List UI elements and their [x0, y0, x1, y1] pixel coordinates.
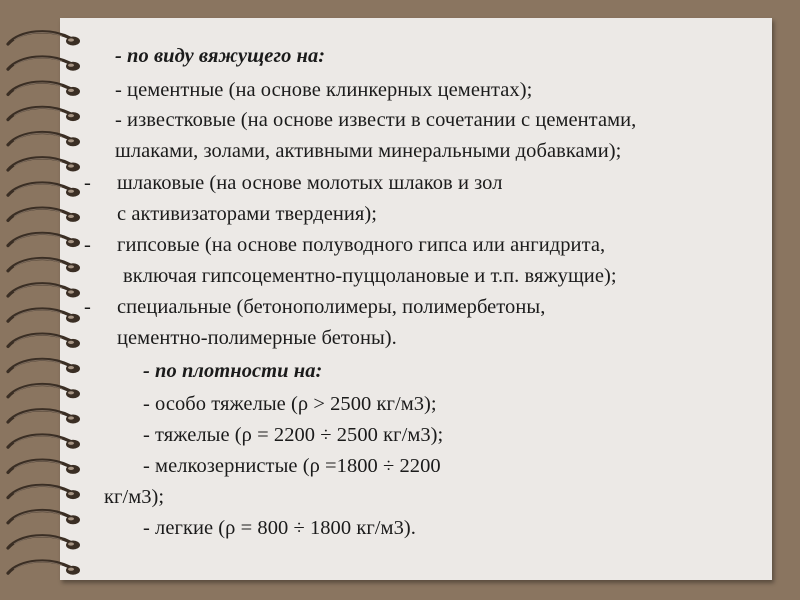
density-item: кг/м3); — [104, 486, 165, 508]
binder-item: - цементные (на основе клинкерных цементах); — [115, 79, 533, 101]
binder-item: шлаками, золами, активными минеральными добавками); — [115, 140, 622, 162]
bullet-dash: - — [84, 172, 91, 194]
density-item: - особо тяжелые (ρ > 2500 кг/м3); — [143, 393, 437, 415]
density-item: - мелкозернистые (ρ =1800 ÷ 2200 — [143, 455, 441, 477]
binder-item: шлаковые (на основе молотых шлаков и зол — [117, 172, 503, 194]
bullet-dash: - — [84, 234, 91, 256]
bullet-dash: - — [84, 296, 91, 318]
binder-item: включая гипсоцементно-пуццолановые и т.п. вяжущие); — [123, 265, 617, 287]
density-item: - тяжелые (ρ = 2200 ÷ 2500 кг/м3); — [143, 424, 444, 446]
binder-item: специальные (бетонополимеры, полимербетоны, — [117, 296, 546, 318]
density-heading: - по плотности на: — [143, 360, 323, 382]
binder-item: гипсовые (на основе полуводного гипса или ангидрита, — [117, 234, 606, 256]
binder-heading: - по виду вяжущего на: — [115, 45, 326, 67]
density-item: - легкие (ρ = 800 ÷ 1800 кг/м3). — [143, 517, 416, 539]
binder-item: - известковые (на основе извести в сочетании с цементами, — [115, 109, 637, 131]
binder-item: цементно-полимерные бетоны). — [117, 327, 397, 349]
binder-item: с активизаторами твердения); — [117, 203, 378, 225]
